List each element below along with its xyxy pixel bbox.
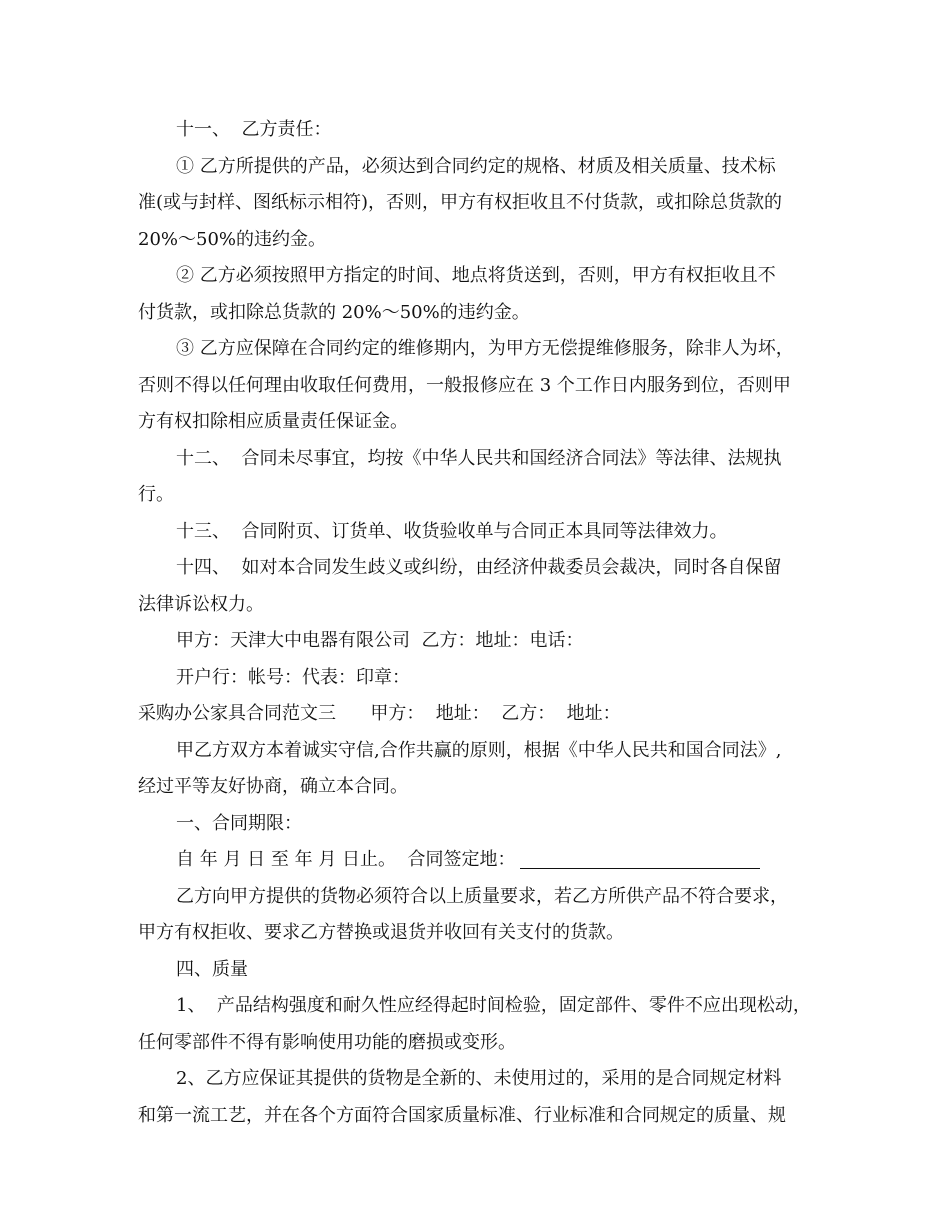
clause-12-line-1: 十二、 合同未尽事宜，均按《中华人民共和国经济合同法》等法律、法规执 [176,447,782,469]
section-title-line: 采购办公家具合同范文三 甲方： 地址： 乙方： 地址： [138,703,621,724]
clause-14-line-2: 法律诉讼权力。 [138,593,264,615]
clause-11-item-2-line-2: 付货款，或扣除总货款的 20%～50%的违约金。 [138,301,530,323]
party-info-line: 甲方：天津大中电器有限公司 乙方：地址：电话： [176,630,584,651]
clause-11-item-2-line-1: ② 乙方必须按照甲方指定的时间、地点将货送到，否则，甲方有权拒收且不 [176,265,776,286]
quality-req-line-1: 乙方向甲方提供的货物必须符合以上质量要求，若乙方所供产品不符合要求， [176,885,788,907]
article-4-item-1-line-2: 任何零部件不得有影响使用功能的磨损或变形。 [138,1031,516,1053]
article-4-heading: 四、质量 [176,958,248,980]
clause-11-item-1-line-3: 20%～50%的违约金。 [138,228,327,250]
clause-12-line-2: 行。 [138,484,174,505]
clause-11-item-1-line-1: ① 乙方所提供的产品，必须达到合同约定的规格、材质及相关质量、技术标 [176,155,776,177]
article-4-item-2-line-2: 和第一流工艺，并在各个方面符合国家质量标准、行业标准和合同规定的质量、规 [138,1104,786,1126]
bank-info-line: 开户行：帐号：代表：印章： [176,666,410,688]
article-4-item-1-line-1: 1、 产品结构强度和耐久性应经得起时间检验，固定部件、零件不应出现松动， [176,995,811,1016]
quality-req-line-2: 甲方有权拒收、要求乙方替换或退货并收回有关支付的货款。 [138,922,624,943]
contract-term-text: 自 年 月 日 至 年 月 日止。 合同签定地： [176,849,516,870]
clause-11-item-1-line-2: 准(或与封样、图纸标示相符)，否则，甲方有权拒收且不付货款，或扣除总货款的 [138,192,783,213]
clause-11-item-3-line-2: 否则不得以任何理由收取任何费用，一般报修应在 3 个工作日内服务到位，否则甲 [138,374,791,396]
preamble-line-1: 甲乙方双方本着诚实守信,合作共赢的原则，根据《中华人民共和国合同法》, [176,739,782,761]
clause-11-heading: 十一、 乙方责任： [176,119,332,140]
article-4-item-2-line-1: 2、乙方应保证其提供的货物是全新的、未使用过的，采用的是合同规定材料 [176,1068,782,1089]
preamble-line-2: 经过平等友好协商，确立本合同。 [138,776,408,797]
article-1-heading: 一、合同期限： [176,812,302,834]
clause-14-line-1: 十四、 如对本合同发生歧义或纠纷，由经济仲裁委员会裁决，同时各自保留 [176,557,782,578]
signing-place-blank [520,850,760,869]
contract-term-line [138,842,820,879]
clause-11-item-3-line-3: 方有权扣除相应质量责任保证金。 [138,411,408,432]
clause-11-item-3-line-1: ③ 乙方应保障在合同约定的维修期内，为甲方无偿提维修服务，除非人为坏， [176,338,794,359]
clause-13: 十三、 合同附页、订货单、收货验收单与合同正本具同等法律效力。 [176,520,728,542]
